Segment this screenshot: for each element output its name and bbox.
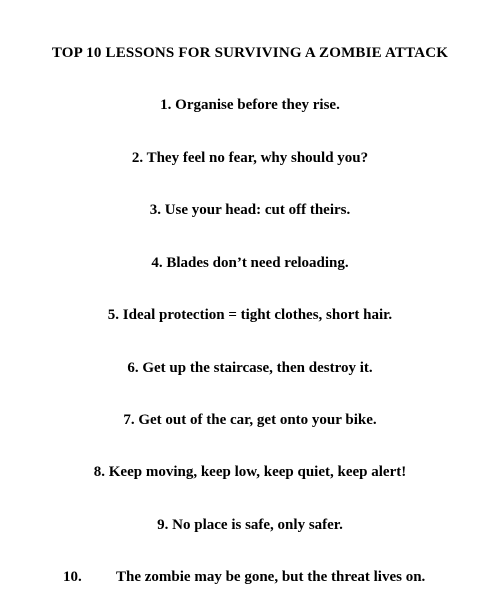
lesson-item: 8. Keep moving, keep low, keep quiet, keep alert! — [93, 464, 407, 480]
document-title: TOP 10 LESSONS FOR SURVIVING A ZOMBIE ATTACK — [51, 45, 449, 61]
lesson-item: 7. Get out of the car, get onto your bike. — [123, 412, 377, 428]
lesson-item: 3. Use your head: cut off theirs. — [149, 202, 351, 218]
lesson-text: The zombie may be gone, but the threat lives on. — [116, 569, 426, 585]
lesson-item: 9. No place is safe, only safer. — [157, 517, 343, 533]
lesson-item: 2. They feel no fear, why should you? — [131, 150, 369, 166]
lesson-item: 5. Ideal protection = tight clothes, short hair. — [107, 307, 393, 323]
lesson-item: 6. Get up the staircase, then destroy it. — [127, 360, 373, 376]
lesson-item: 4. Blades don’t need reloading. — [151, 255, 349, 271]
lesson-number: 10. — [63, 569, 82, 585]
lesson-item: 1. Organise before they rise. — [160, 97, 340, 113]
